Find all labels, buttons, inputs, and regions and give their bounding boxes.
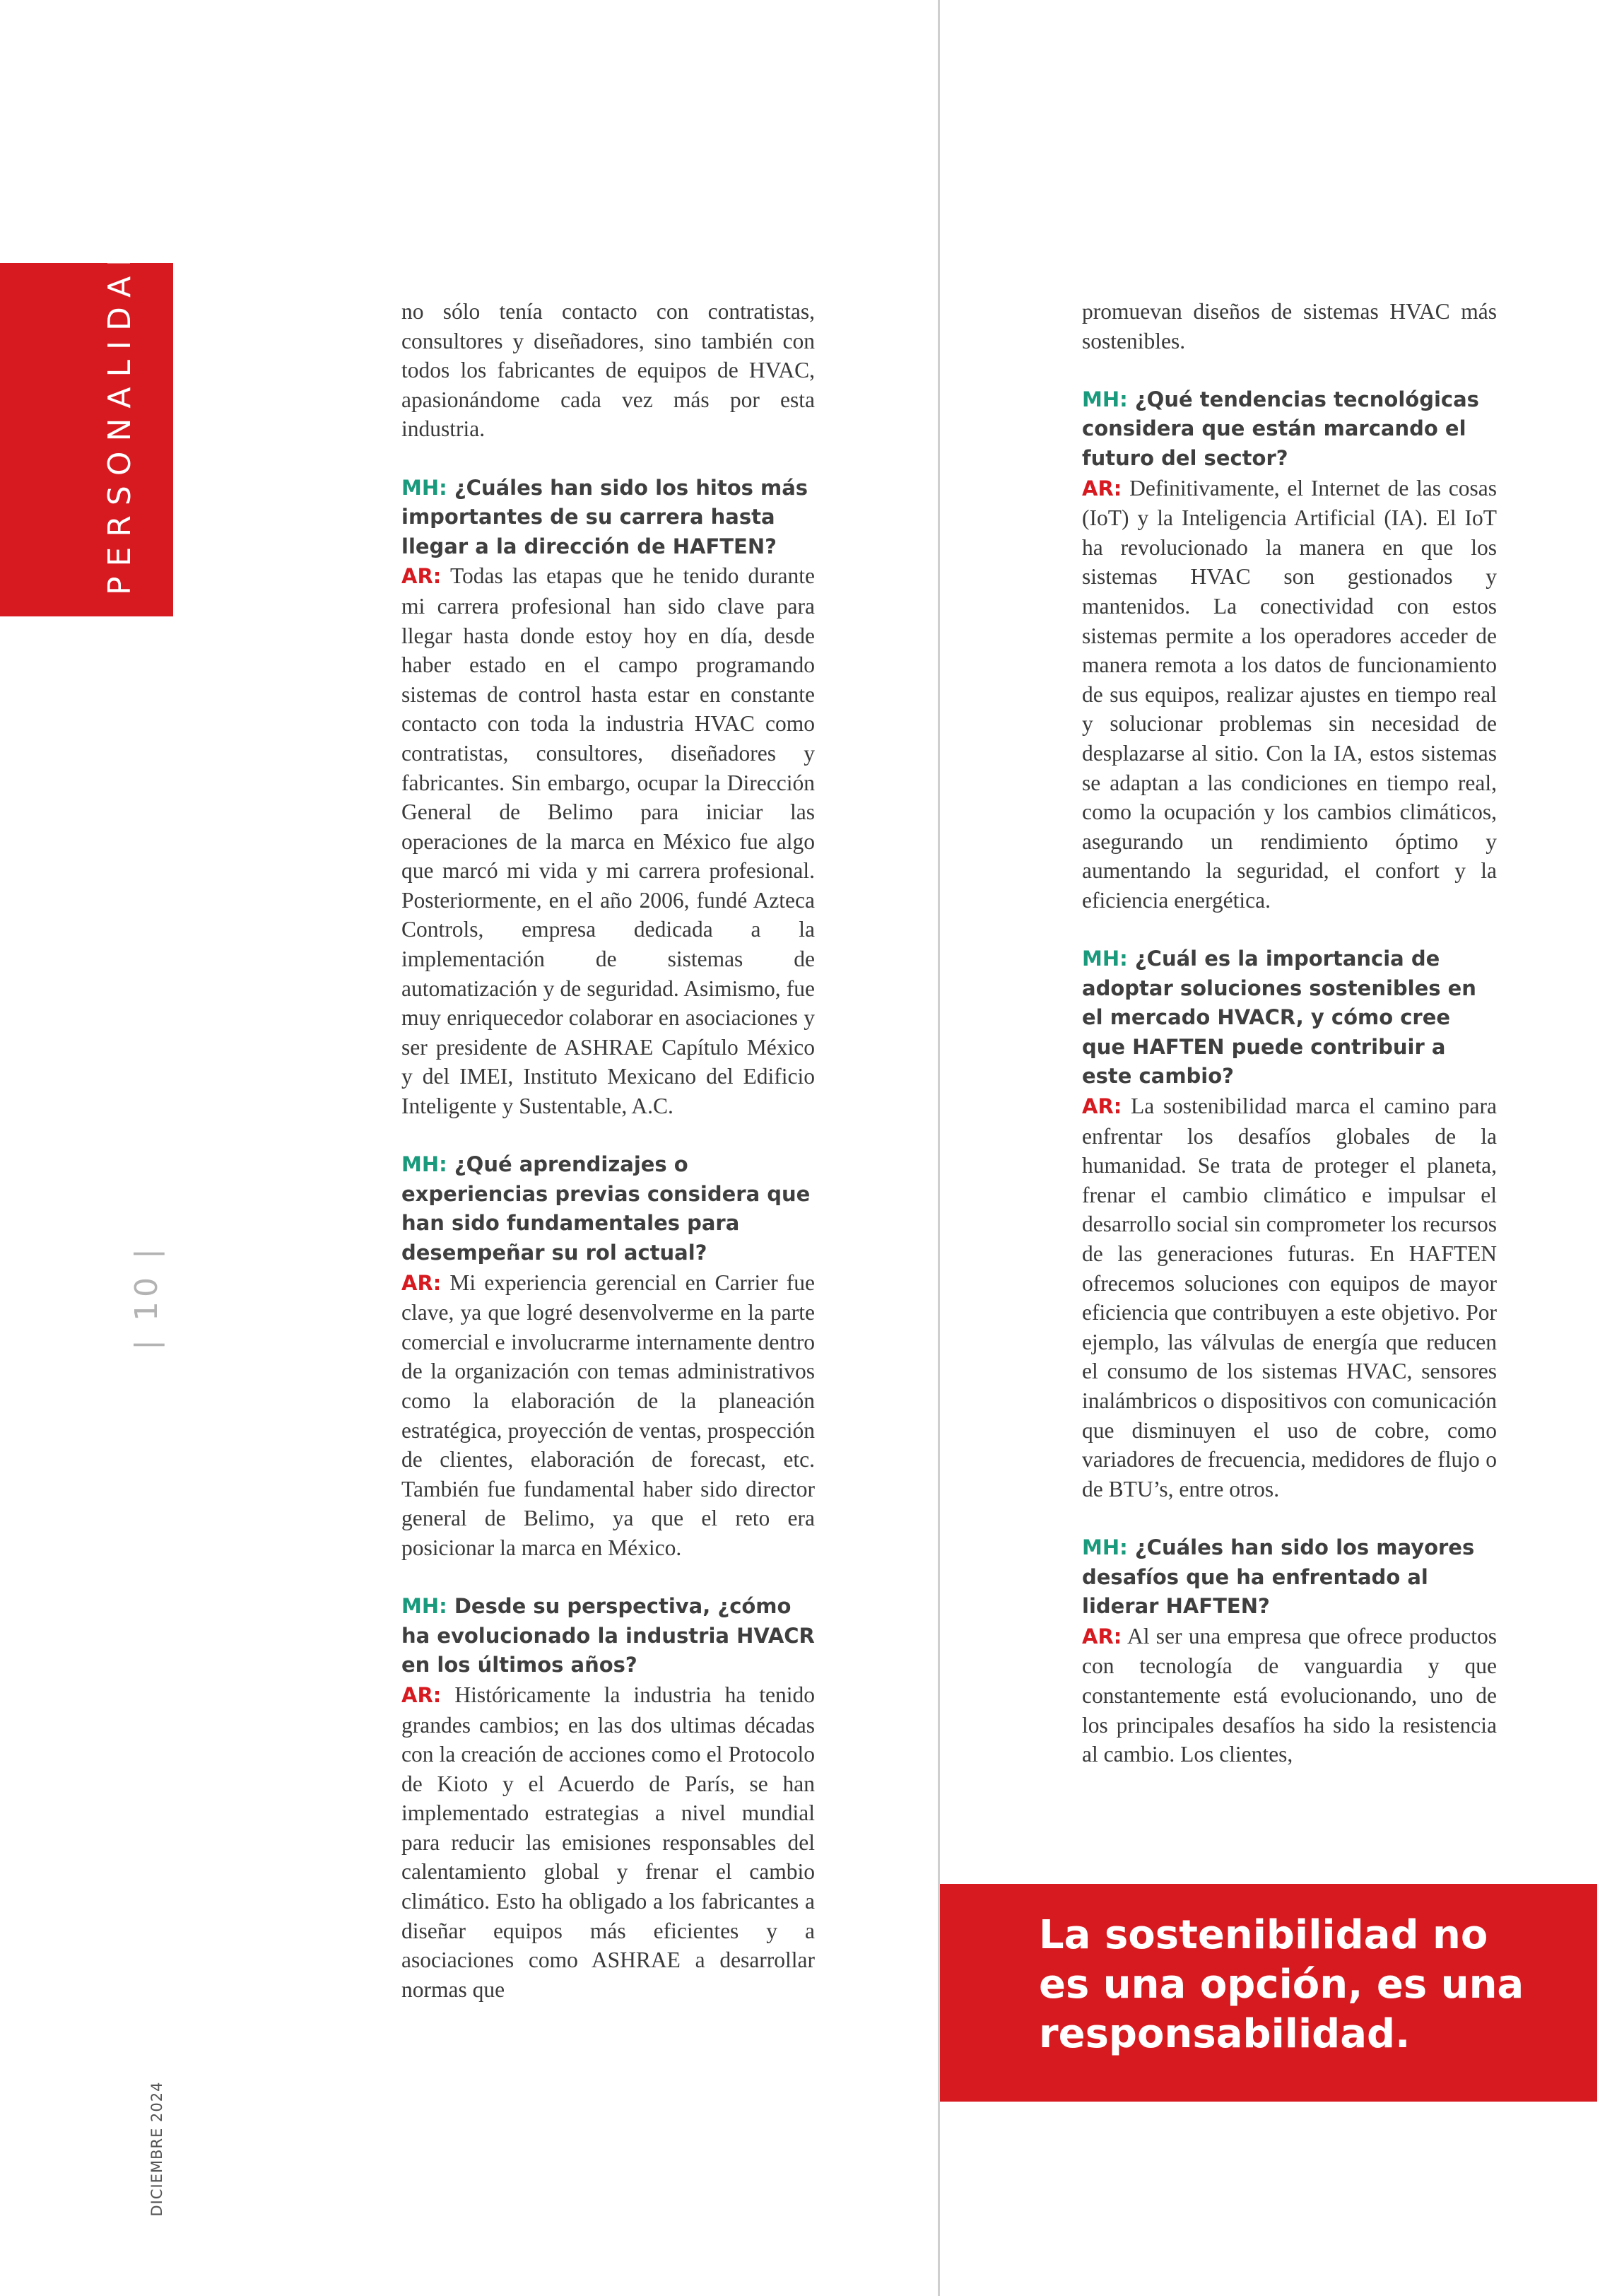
interviewer-initials: MH:	[401, 1594, 447, 1619]
answer-text: Todas las etapas que he tenido durante mi carrera profesional han sido clave para llegar hasta donde estoy hoy en día, desde haber estado en el campo programando sistemas de control hasta estar en constante contacto con toda la industria HVAC como contratistas, consultores, diseñadores y fabricantes. Sin embargo, ocupar la Dirección General de Belimo para iniciar las operaciones de la marca en México fue algo que marcó mi vida y mi carrera profesional. Posteriormente, en el año 2006, fundé Azteca Controls, empresa dedicada a la implementación de sistemas de automatización y de seguridad. Asimismo, fue muy enriquecedor colaborar en asociaciones y ser presidente de ASHRAE Capítulo México y del IMEI, Instituto Mexicano del Edificio Inteligente y Sustentable, A.C.	[401, 563, 815, 1119]
interviewee-initials: AR:	[1082, 1094, 1122, 1119]
answer-text: Históricamente la industria ha tenido grandes cambios; en las dos ultimas décadas con la creación de acciones como el Protocolo de Kioto y el Acuerdo de París, se han implementado estrategias a nivel mundial para reducir las emisiones responsables del calentamiento global y frenar el cambio climático. Esto ha obligado a los fabricantes a diseñar equipos más eficientes y a asociaciones como ASHRAE a desarrollar normas que	[401, 1682, 815, 2002]
qa-block	[401, 474, 815, 1121]
right-column	[1082, 297, 1497, 1852]
question-text: ¿Cuáles han sido los mayores desafíos que ha enfrentado al liderar HAFTEN?	[1082, 1535, 1475, 1619]
qa-block	[401, 1592, 815, 2004]
qa-block	[401, 1150, 815, 1562]
interview-question	[401, 474, 815, 562]
interviewer-initials: MH:	[1082, 1535, 1128, 1559]
question-text: ¿Qué tendencias tecnológicas considera que están marcando el futuro del sector?	[1082, 387, 1479, 470]
question-text: Desde su perspectiva, ¿cómo ha evolucionado la industria HVACR en los últimos años?	[401, 1594, 815, 1677]
question-text: ¿Cuál es la importancia de adoptar soluciones sostenibles en el mercado HVACR, y cómo cree que HAFTEN puede contribuir a este cambio?	[1082, 947, 1476, 1089]
interviewee-initials: AR:	[401, 1270, 442, 1295]
pull-quote-box	[940, 1884, 1597, 2102]
interviewee-initials: AR:	[401, 1682, 442, 1707]
answer-text: Definitivamente, el Internet de las cosas (IoT) y la Inteligencia Artificial (IA). El IoT ha revolucionado la manera en que los sistemas HVAC son gestionados y mantenidos. La conectividad con estos sistemas permite a los operadores acceder de manera remota a los datos de funcionamiento de sus equipos, realizar ajustes en tiempo real y solucionar problemas sin necesidad de desplazarse al sitio. Con la IA, estos sistemas se adaptan a las condiciones en tiempo real, como la ocupación y los cambios climáticos, asegurando un rendimiento óptimo y aumentando la seguridad, el confort y la eficiencia energética.	[1082, 475, 1498, 913]
interviewer-initials: MH:	[1082, 947, 1128, 971]
question-text: ¿Qué aprendizajes o experiencias previas considera que han sido fundamentales para desempeñar su rol actual?	[401, 1152, 811, 1265]
interviewer-initials: MH:	[401, 475, 447, 500]
pull-quote-text: La sostenibilidad no es una opción, es una responsabilidad.	[1039, 1912, 1524, 2057]
answer-text: Al ser una empresa que ofrece productos con tecnología de vanguardia y que constantemente está evolucionando, uno de los principales desafíos ha sido la resistencia al cambio. Los clientes,	[1082, 1623, 1497, 1767]
interview-question	[401, 1592, 815, 1680]
qa-block	[1082, 385, 1497, 915]
continued-paragraph: no sólo tenía contacto con contratistas, consultores y diseñadores, sino también con todos los fabricantes de equipos de HVAC, apasionándome cada vez más por esta industria.	[401, 299, 815, 442]
interviewee-initials: AR:	[1082, 1624, 1122, 1648]
answer-text: La sostenibilidad marca el camino para enfrentar los desafíos globales de la humanidad. Se trata de proteger el planeta, frenar el cambio climático e impulsar el desarrollo social sin comprometer los recursos de las generaciones futuras. En HAFTEN ofrecemos soluciones con equipos de mayor eficiencia que contribuyen a este objetivo. Por ejemplo, las válvulas de energía que reducen el consumo de los sistemas HVAC, sensores inalámbricos o dispositivos con comunicación que disminuyen el uso de cobre, como variadores de frecuencia, medidores de flujo o de BTU’s, entre otros.	[1082, 1094, 1498, 1501]
interviewee-initials: AR:	[401, 564, 442, 589]
left-column	[401, 297, 815, 2107]
interviewee-initials: AR:	[1082, 476, 1122, 500]
qa-block	[1082, 944, 1497, 1504]
interview-question	[401, 1150, 815, 1267]
interviewer-initials: MH:	[1082, 387, 1128, 411]
interview-question	[1082, 385, 1497, 474]
answer-text: Mi experiencia gerencial en Carrier fue clave, ya que logré desenvolverme en la parte comercial e involucrarme internamente dentro de la organización con temas administrativos como la elaboración de la planeación estratégica, proyección de ventas, prospección de clientes, elaboración de forecast, etc. También fue fundamental haber sido director general de Belimo, ya que el reto era posicionar la marca en México.	[401, 1270, 815, 1560]
issue-date: DICIEMBRE 2024	[148, 2081, 165, 2217]
qa-block	[1082, 1533, 1497, 1769]
question-text: ¿Cuáles han sido los hitos más importantes de su carrera hasta llegar a la dirección de HAFTEN?	[401, 475, 808, 558]
continued-paragraph: promuevan diseños de sistemas HVAC más sostenibles.	[1082, 299, 1497, 353]
section-label: PERSONALIDAD	[102, 232, 138, 595]
section-tab	[0, 232, 173, 616]
interview-question	[1082, 944, 1497, 1091]
interview-question	[1082, 1533, 1497, 1622]
page-number: | 10 |	[129, 1244, 165, 1350]
interviewer-initials: MH:	[401, 1152, 447, 1177]
